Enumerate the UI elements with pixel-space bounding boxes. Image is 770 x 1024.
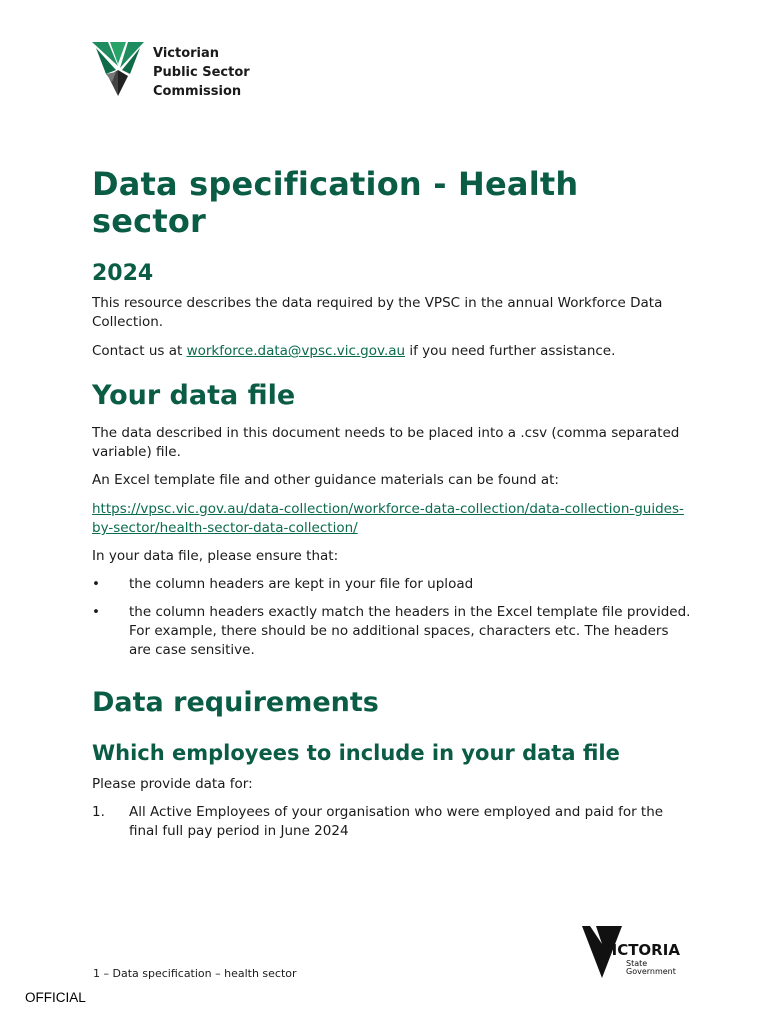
document-body (92, 166, 692, 841)
vpsc-logo-text (153, 44, 250, 101)
victoria-state-government-logo (582, 926, 682, 984)
victoria-logo-sub2: Government (626, 967, 676, 976)
bullet-text-2: the column headers exactly match the headers in the Excel template file provided. For example, there should be no additional spaces, characters etc. The headers are case sensitive. (129, 604, 691, 658)
employee-list (92, 803, 692, 841)
csv-paragraph: The data described in this document needs to be placed into a .csv (comma separated variable) file. (92, 425, 680, 460)
section-heading-requirements: Data requirements (92, 687, 379, 718)
logo-line-3: Commission (153, 84, 242, 99)
template-paragraph: An Excel template file and other guidance materials can be found at: (92, 472, 559, 488)
contact-email-link[interactable]: workforce.data@vpsc.vic.gov.au (186, 343, 406, 359)
provide-paragraph: Please provide data for: (92, 776, 253, 792)
contact-prefix: Contact us at (92, 343, 187, 359)
document-year: 2024 (92, 261, 154, 286)
bullet-icon: • (92, 604, 100, 620)
list-item (92, 803, 692, 841)
vpsc-logo (92, 42, 250, 101)
section-heading-data-file: Your data file (92, 380, 296, 411)
intro-paragraph: This resource describes the data required by the VPSC in the annual Workforce Data Collection. (92, 295, 663, 330)
subheading-employees: Which employees to include in your data file (92, 741, 620, 765)
bullet-text-1: the column headers are kept in your file for upload (129, 576, 474, 592)
list-item (92, 575, 692, 594)
logo-line-2: Public Sector (153, 65, 250, 80)
bullet-icon: • (92, 576, 100, 592)
page-footer-note: 1 – Data specification – health sector (93, 967, 297, 980)
contact-paragraph (92, 342, 692, 361)
list-item (92, 603, 692, 660)
guide-link-paragraph (92, 500, 692, 538)
list-item-text: All Active Employees of your organisation who were employed and paid for the final full pay period in June 2024 (129, 804, 664, 839)
ensure-paragraph: In your data file, please ensure that: (92, 548, 339, 564)
classification-label: OFFICIAL (25, 990, 86, 1005)
victoria-logo-icon (582, 926, 682, 980)
victoria-logo-sub1: State (626, 959, 648, 968)
ensure-list (92, 575, 692, 660)
document-title: Data specification - Health sector (92, 165, 579, 240)
guide-link[interactable]: https://vpsc.vic.gov.au/data-collection/workforce-data-collection/data-collection-guides-by-sector/health-sector-data-collection/ (92, 501, 684, 536)
victoria-logo-main: VICTORIA (600, 941, 680, 959)
contact-suffix: if you need further assistance. (405, 343, 616, 359)
list-number: 1. (92, 804, 105, 820)
logo-line-1: Victorian (153, 46, 220, 61)
vpsc-triangle-logo-icon (92, 42, 144, 96)
